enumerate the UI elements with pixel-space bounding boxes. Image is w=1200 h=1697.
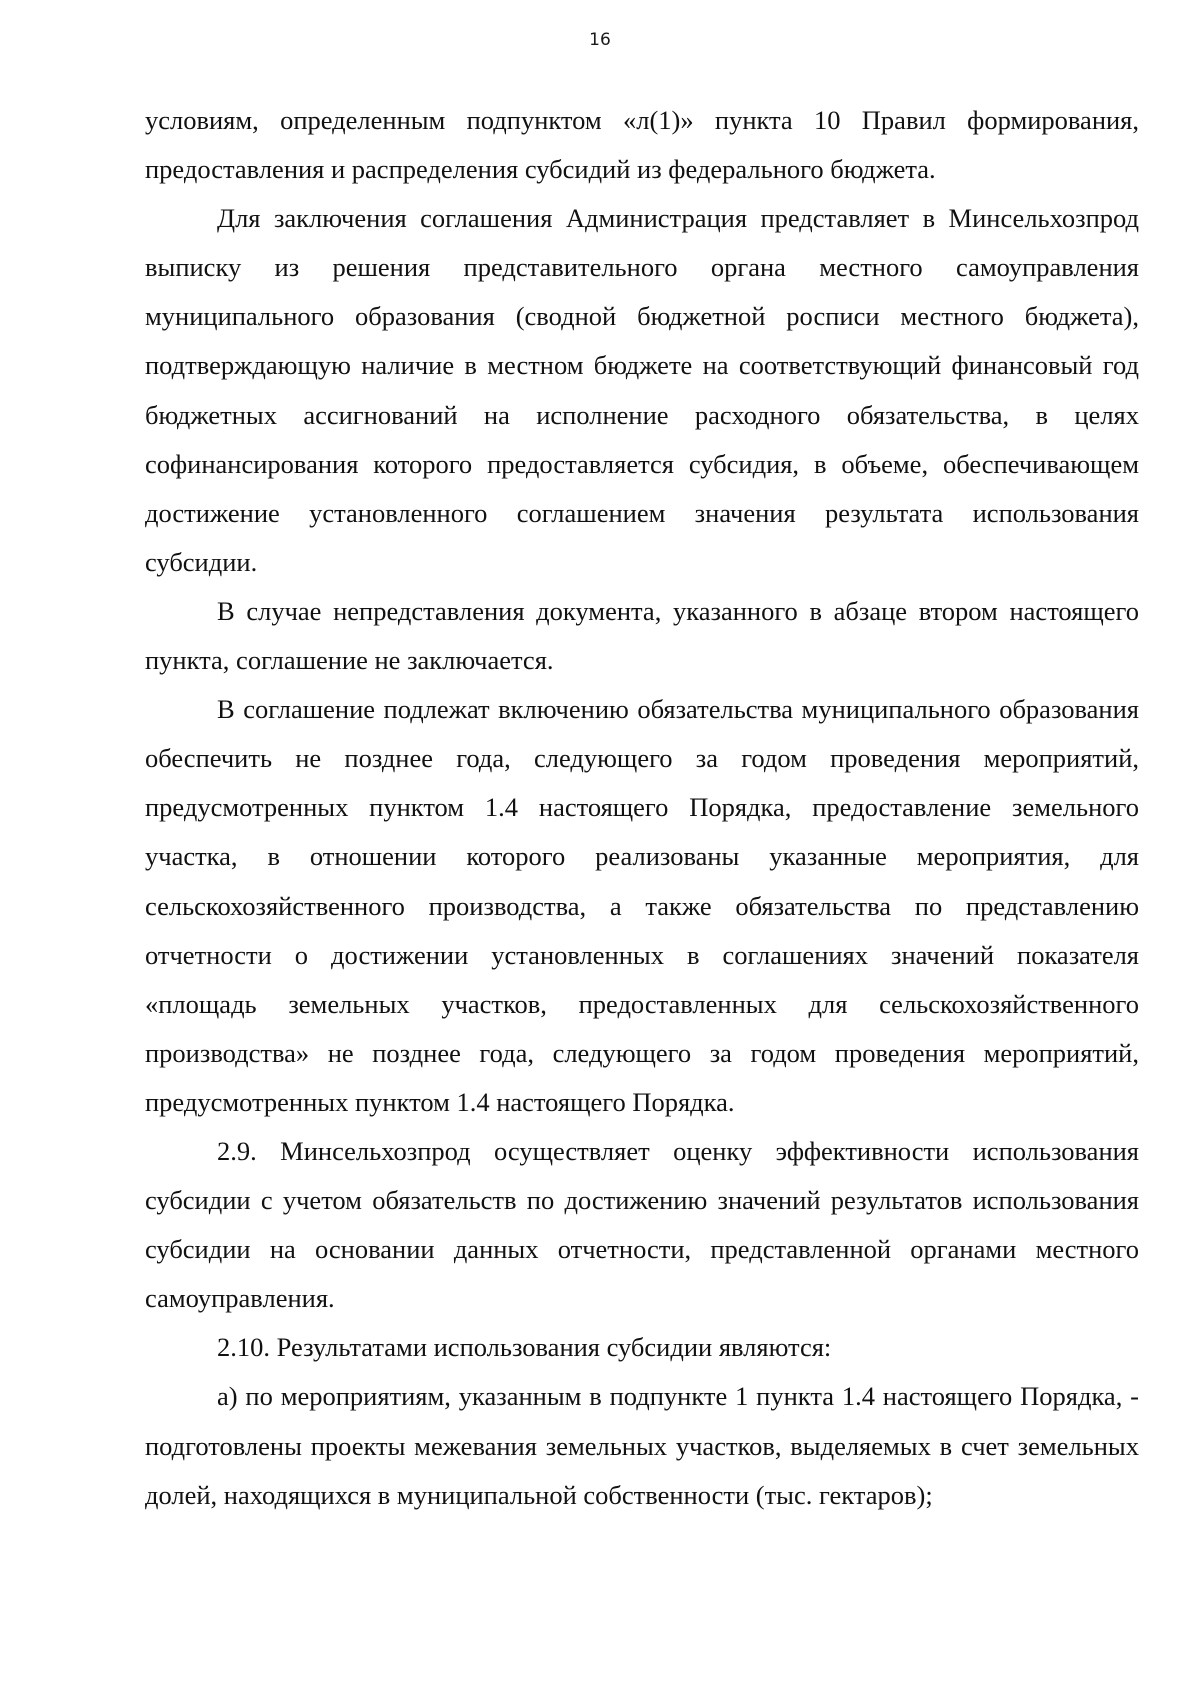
paragraph-2-9-efficiency: 2.9. Минсельхозпрод осуществляет оценку эффективности использования субсидии с учетом обязательств по достижению значений результатов использования субсидии на основании данных отчетности, представленной органами местного самоуправления.	[145, 1135, 1139, 1314]
paragraph-non-submission: В случае непредставления документа, указанного в абзаце втором настоящего пункта, соглашение не заключается.	[145, 595, 1139, 676]
paragraph-agreement-obligations: В соглашение подлежат включению обязательства муниципального образования обеспечить не позднее года, следующего за годом проведения мероприятий, предусмотренных пунктом 1.4 настоящего Порядка, предоставление земельного участка, в отношении которого реализованы указанные мероприятия, для сельскохозяйственного производства, а также обязательства по представлению отчетности о достижении установленных в соглашениях значений показателя «площадь земельных участков, предоставленных для сельскохозяйственного производства» не позднее года, следующего за годом проведения мероприятий, предусмотренных пунктом 1.4 настоящего Порядка.	[145, 694, 1139, 1117]
paragraph-continuation: условиям, определенным подпунктом «л(1)» пункта 10 Правил формирования, предоставления и распределения субсидий из федерального бюджета.	[145, 105, 1139, 185]
document-body	[145, 96, 1139, 1520]
paragraph-result-item-a: а) по мероприятиям, указанным в подпункте 1 пункта 1.4 настоящего Порядка, - подготовлены проекты межевания земельных участков, выделяемых в счет земельных долей, находящихся в муниципальной собственности (тыс. гектаров);	[145, 1381, 1139, 1510]
paragraph-agreement-conditions: Для заключения соглашения Администрация представляет в Минсельхозпрод выписку из решения представительного органа местного самоуправления муниципального образования (сводной бюджетной росписи местного бюджета), подтверждающую наличие в местном бюджете на соответствующий финансовый год бюджетных ассигнований на исполнение расходного обязательства, в целях софинансирования которого предоставляется субсидия, в объеме, обеспечивающем достижение установленного соглашением значения результата использования субсидии.	[145, 203, 1139, 577]
page-number: 16	[589, 30, 611, 50]
paragraph-2-10-results: 2.10. Результатами использования субсидии являются:	[217, 1332, 832, 1363]
